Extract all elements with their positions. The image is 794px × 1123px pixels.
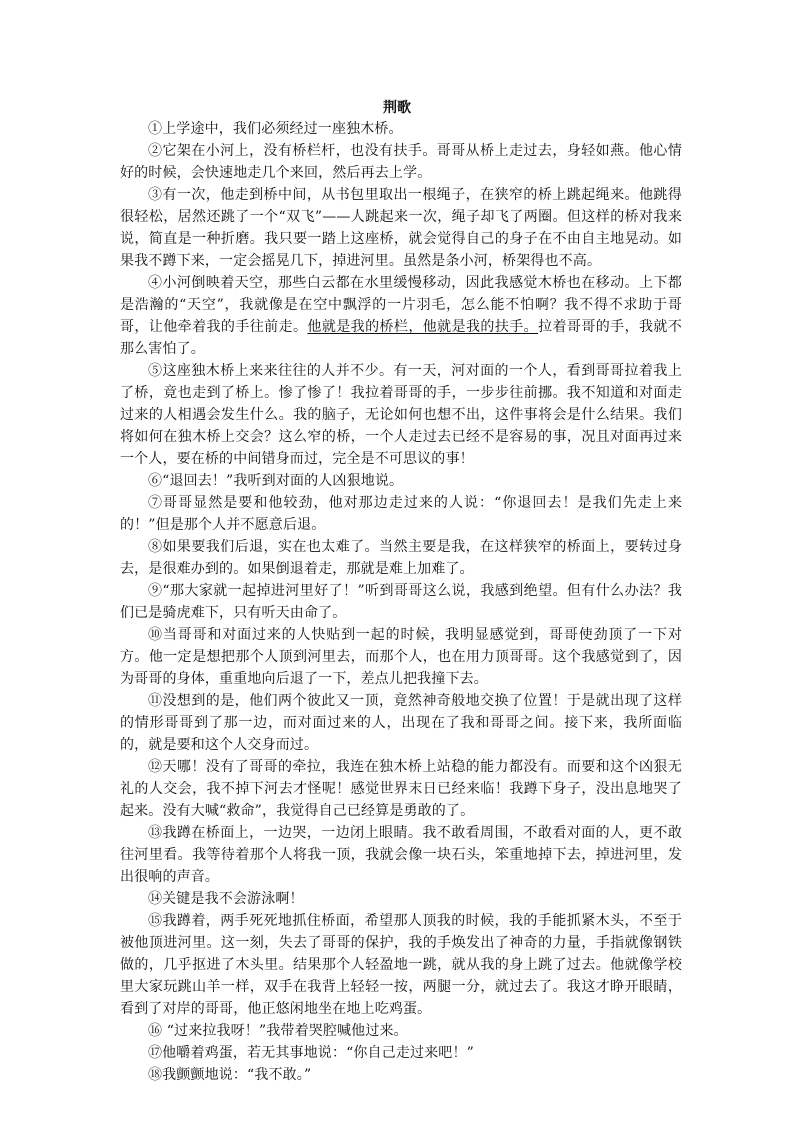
paragraph-5: ⑤这座独木桥上来来往往的人并不少。有一天，河对面的一个人，看到哥哥拉着我上了桥，竟也走到了桥上。惨了惨了！我拉着哥哥的手，一步步往前挪。我不知道和对面走过来的人相遇会发生什么。我的脑子，无论如何也想不出，这件事将会是什么结果。我们将如何在独木桥上交会？这么窄的桥，一个人走过去已经不是容易的事，况且对面再过来一个人，要在桥的中间错身而过，完全是不可思议的事！ <box>120 363 682 467</box>
paragraph-4-text-before: ④小河倒映着天空，那些白云都在水里缓慢移动，因此我感觉木桥也在移动。上下都是浩瀚的“天空”，我就像是在空中飘浮的一片羽毛，怎么能不怕啊？我不得不求助于哥哥，让他牵着我的手往前走。 <box>120 275 682 335</box>
paragraph-1: ①上学途中，我们必须经过一座独木桥。 <box>148 121 403 137</box>
paragraph-15: ⑮我蹲着，两手死死地抓住桥面，希望那人顶我的时候，我的手能抓紧木头，不至于被他顶进河里。这一刻，失去了哥哥的保护，我的手焕发出了神奇的力量，手指就像钢铁做的，几乎抠进了木头里。结果那个人轻盈地一跳，就从我的身上跳了过去。他就像学校里大家玩跳山羊一样，双手在我背上轻轻一按，两腿一分，就过去了。我这才睁开眼睛，看到了对岸的哥哥，他正悠闲地坐在地上吃鸡蛋。 <box>120 913 682 1017</box>
paragraph-4 <box>120 272 682 360</box>
paragraph-7: ⑦哥哥显然是要和他较劲，他对那边走过来的人说：“你退回去！是我们先走上来的！”但是那个人并不愿意后退。 <box>120 495 682 533</box>
paragraph-11: ⑪没想到的是，他们两个彼此又一顶，竟然神奇般地交换了位置！于是就出现了这样的情形哥哥到了那一边，而对面过来的人，出现在了我和哥哥之间。接下来，我所面临的，就是要和这个人交身而过。 <box>120 693 682 753</box>
author-title: 荆歌 <box>383 100 411 116</box>
paragraph-16: ⑯ “过来拉我呀！”我带着哭腔喊他过来。 <box>148 1023 408 1039</box>
paragraph-2: ②它架在小河上，没有桥栏杆，也没有扶手。哥哥从桥上走过去，身轻如燕。他心情好的时候，会快速地走几个来回，然后再去上学。 <box>120 143 682 181</box>
paragraph-4-text-after: 拉着哥哥的手，我就不那么害怕了。 <box>120 319 682 357</box>
paragraph-6: ⑥“退回去！”我听到对面的人凶狠地说。 <box>148 473 404 489</box>
paragraph-17: ⑰他嚼着鸡蛋，若无其事地说：“你自己走过来吧！” <box>148 1045 474 1061</box>
article-body <box>120 118 682 1086</box>
paragraph-12: ⑫天哪！没有了哥哥的牵拉，我连在独木桥上站稳的能力都没有。而要和这个凶狠无礼的人交会，我不掉下河去才怪呢！感觉世界末日已经来临！我蹲下身子，没出息地哭了起来。没有大喊“救命”，我觉得自己已经算是勇敢的了。 <box>120 759 682 819</box>
paragraph-3: ③有一次，他走到桥中间，从书包里取出一根绳子，在狭窄的桥上跳起绳来。他跳得很轻松，居然还跳了一个“双飞”——人跳起来一次，绳子却飞了两圈。但这样的桥对我来说，简直是一种折磨。我只要一踏上这座桥，就会觉得自己的身子在不由自主地晃动。如果我不蹲下来，一定会摇晃几下，掉进河里。虽然是条小河，桥架得也不高。 <box>120 187 682 269</box>
paragraph-10: ⑩当哥哥和对面过来的人快贴到一起的时候，我明显感觉到，哥哥使劲顶了一下对方。他一定是想把那个人顶到河里去，而那个人，也在用力顶哥哥。这个我感觉到了，因为哥哥的身体，重重地向后退了一下，差点儿把我撞下去。 <box>120 627 682 687</box>
paragraph-18: ⑱我颤颤地说：“我不敢。” <box>148 1067 312 1083</box>
paragraph-13: ⑬我蹲在桥面上，一边哭，一边闭上眼睛。我不敢看周围，不敢看对面的人，更不敢往河里看。我等待着那个人将我一顶，我就会像一块石头，笨重地掉下去，掉进河里，发出很响的声音。 <box>120 825 682 885</box>
paragraph-8: ⑧如果要我们后退，实在也太难了。当然主要是我，在这样狭窄的桥面上，要转过身去，是很难办到的。如果倒退着走，那就是难上加难了。 <box>120 539 682 577</box>
underlined-sentence: 他就是我的桥栏，他就是我的扶手。 <box>307 319 539 335</box>
paragraph-14: ⑭关键是我不会游泳啊！ <box>148 891 304 907</box>
paragraph-9: ⑨“那大家就一起掉进河里好了！”听到哥哥这么说，我感到绝望。但有什么办法？我们已是骑虎难下，只有听天由命了。 <box>120 583 682 621</box>
